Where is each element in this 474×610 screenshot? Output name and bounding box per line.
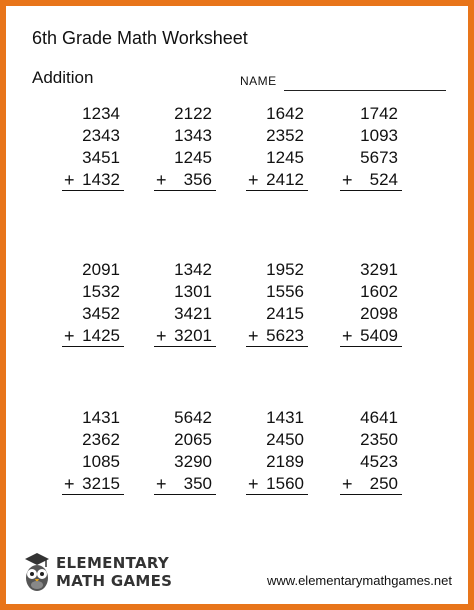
addend: 350 [183,474,212,493]
sum-line [340,190,402,191]
addition-problem [150,104,220,204]
addend: 1742 [360,104,398,123]
plus-sign: + [342,326,353,346]
addend: 1425 [82,326,120,345]
addend: 2189 [266,452,304,471]
addend: 1342 [174,260,212,279]
addend: 2362 [82,430,120,449]
addend: 1602 [360,282,398,301]
addend: 3201 [174,326,212,345]
addition-problem [58,104,128,204]
plus-sign: + [248,170,259,190]
addend: 5623 [266,326,304,345]
addend: 2122 [174,104,212,123]
addend: 2415 [266,304,304,323]
addend: 1234 [82,104,120,123]
addend: 2091 [82,260,120,279]
addend: 1245 [266,148,304,167]
plus-sign: + [248,326,259,346]
addend: 2343 [82,126,120,145]
addend: 1952 [266,260,304,279]
sum-line [62,190,124,191]
plus-sign: + [64,170,75,190]
plus-sign: + [64,474,75,494]
addition-problem [336,260,406,360]
addend: 5673 [360,148,398,167]
addend: 2412 [266,170,304,189]
logo-text-line1: ELEMENTARY [56,554,170,572]
addend: 1556 [266,282,304,301]
addend: 4523 [360,452,398,471]
addition-problem [58,408,128,508]
addend: 3452 [82,304,120,323]
sum-line [246,190,308,191]
plus-sign: + [64,326,75,346]
addend: 1085 [82,452,120,471]
addend: 1093 [360,126,398,145]
graduate-owl-icon [22,552,52,592]
addend: 5642 [174,408,212,427]
addition-problem [242,408,312,508]
sum-line [62,346,124,347]
addend: 250 [369,474,398,493]
name-label: NAME [240,74,277,88]
plus-sign: + [342,474,353,494]
addend: 4641 [360,408,398,427]
addition-problem [336,104,406,204]
sum-line [154,346,216,347]
website-link[interactable]: www.elementarymathgames.net [267,573,452,588]
addend: 1245 [174,148,212,167]
addend: 3451 [82,148,120,167]
logo-text-line2: MATH GAMES [56,572,173,590]
sum-line [246,346,308,347]
addend: 2450 [266,430,304,449]
addend: 3290 [174,452,212,471]
addend: 3215 [82,474,120,493]
brand-logo [22,550,173,594]
addend: 1432 [82,170,120,189]
sum-line [154,190,216,191]
addend: 356 [183,170,212,189]
addend: 1642 [266,104,304,123]
addition-problem [150,408,220,508]
addend: 1532 [82,282,120,301]
addition-problem [242,104,312,204]
addend: 3421 [174,304,212,323]
addition-problem [336,408,406,508]
sum-line [246,494,308,495]
plus-sign: + [248,474,259,494]
addition-problem [242,260,312,360]
worksheet-topic: Addition [32,68,94,87]
addend: 1343 [174,126,212,145]
plus-sign: + [156,170,167,190]
addend: 3291 [360,260,398,279]
page-title: 6th Grade Math Worksheet [32,28,248,48]
addend: 2098 [360,304,398,323]
addend: 524 [369,170,398,189]
addition-problem [150,260,220,360]
addend: 5409 [360,326,398,345]
addition-problem [58,260,128,360]
addend: 2350 [360,430,398,449]
sum-line [154,494,216,495]
sum-line [340,494,402,495]
plus-sign: + [342,170,353,190]
sum-line [340,346,402,347]
addend: 2065 [174,430,212,449]
addend: 1560 [266,474,304,493]
addend: 1301 [174,282,212,301]
sum-line [62,494,124,495]
addend: 1431 [82,408,120,427]
plus-sign: + [156,326,167,346]
plus-sign: + [156,474,167,494]
addend: 2352 [266,126,304,145]
addend: 1431 [266,408,304,427]
